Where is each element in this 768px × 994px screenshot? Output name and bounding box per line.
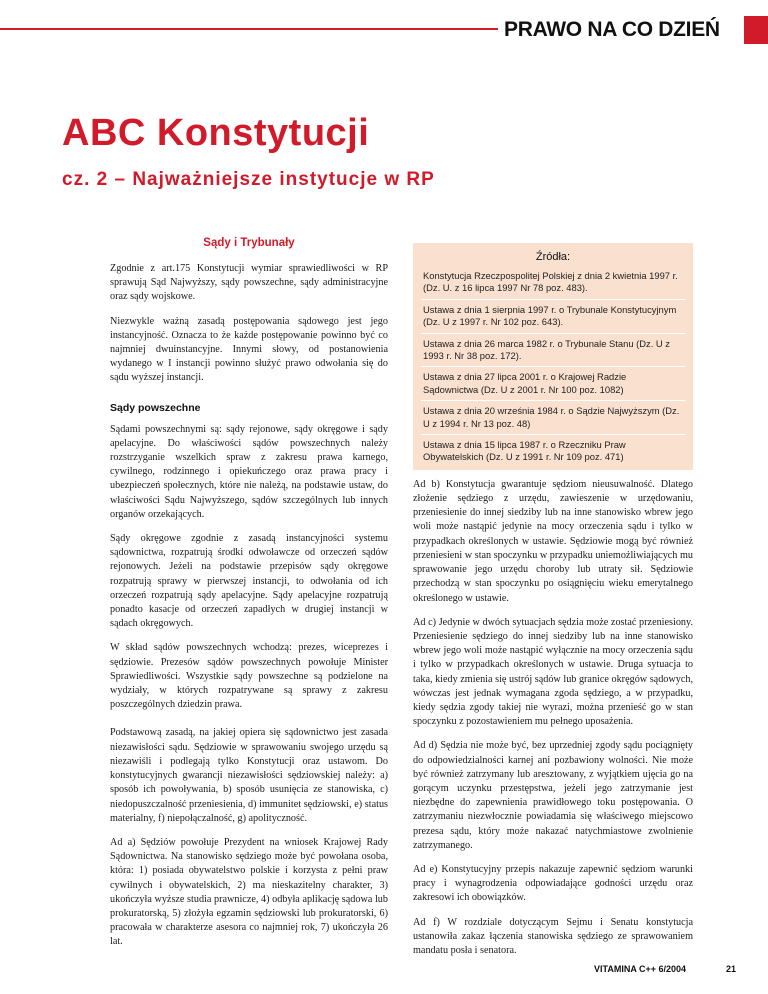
paragraph: Ad f) W rozdziale dotyczącym Sejmu i Senatu konstytucja ustanowiła zakaz łączenia stanowiska sędziego ze sprawowaniem mandatu posła i senatora. xyxy=(413,916,693,956)
paragraph: Sądami powszechnymi są: sądy rejonowe, sądy okręgowe i sądy apelacyjne. Do właściwości sądów powszechnych należy rozstrzyganie wszelkich spraw z zakresu prawa karnego, cywilnego, rodzinnego i opiekuńczego oraz prawa pracy i ubezpieczeń społecznych, które nie należą, na podstawie ustaw, do właściwości Sądu Najwyższego, sądów szczególnych lub innych organów orzekających. xyxy=(110,423,388,520)
page-header xyxy=(0,16,768,44)
header-section-title: PRAWO NA CO DZIEŃ xyxy=(504,18,720,41)
sources-box xyxy=(413,243,693,470)
paragraph: Ad b) Konstytucja gwarantuje sędziom nieusuwalność. Dlatego złożenie sędziego z urzędu, zawieszenie w urzędowaniu, przeniesienie do innej siedziby lub na inne stanowisko wbrew jego woli może nastąpić jedynie na mocy orzeczenia sądu i tylko w przypadkach określonych w ustawie. Sędziowie mogą być również przeniesieni w stan spoczynku w przypadku uniemożliwiających mu sprawowanie jego urzędu choroby lub utraty sił. Sędziowie przechodzą w stan spoczynku po osiągnięciu wieku emerytalnego określonego w ustawie. xyxy=(413,478,693,604)
paragraph: Niezwykle ważną zasadą postępowania sądowego jest jego instancyjność. Oznacza to że każde postępowanie powinno być co najmniej dwuinstancyjne. Innymi słowy, od postanowienia wydanego w I instancji powinno służyć prawo odwołania się do sądu wyższej instancji. xyxy=(110,315,388,384)
source-item: Ustawa z dnia 26 marca 1982 r. o Trybunale Stanu (Dz. U z 1993 r. Nr 38 poz. 172). xyxy=(421,338,685,368)
source-item: Konstytucja Rzeczpospolitej Polskiej z dnia 2 kwietnia 1997 r. (Dz. U. z 16 lipca 1997 Nr 78 poz. 483). xyxy=(421,270,685,300)
paragraph: Ad c) Jedynie w dwóch sytuacjach sędzia może zostać przeniesiony. Przeniesienie sędziego do innej siedziby lub na inne stanowisko wbrew jego woli może nastąpić wyłącznie na mocy orzeczenia sądu i tylko w przypadkach określonych w ustawie. Druga sytuacja to taka, kiedy zmienia się ustrój sądów lub granice okręgów sądowych, wówczas jest jednak wymagana zgoda sędziego, a w przypadku, kiedy sędzia zgody takiej nie wyrazi, można przenieść go w stan spoczynku z pozostawieniem mu pełnego uposażenia. xyxy=(413,616,693,728)
source-item: Ustawa z dnia 15 lipca 1987 r. o Rzeczniku Praw Obywatelskich (Dz. U z 1991 r. Nr 109 poz. 471) xyxy=(423,439,626,463)
page-footer xyxy=(0,962,768,978)
paragraph: W skład sądów powszechnych wchodzą: prezes, wiceprezes i sędziowie. Prezesów sądów powszechnych powołuje Minister Sprawiedliwości. Wszystkie sądy powszechne są podzielone na wydziały, w których rozpatrywane są sprawy z zakresu poszczególnych dziedzin prawa. xyxy=(110,642,388,711)
article-title: ABC Konstytucji xyxy=(62,112,370,154)
subheading: Sądy powszechne xyxy=(110,401,201,414)
paragraph: Ad d) Sędzia nie może być, bez uprzedniej zgody sądu pociągnięty do odpowiedzialności karnej ani pozbawiony wolności. Nie może być również zatrzymany lub aresztowany, z wyjątkiem ujęcia go na gorącym uczynku przestępstwa, jeżeli jego zatrzymanie jest niezbędne do zapewnienia prawidłowego toku postępowania. O zatrzymaniu niezwłocznie powiadamia się właściwego miejscowo prezesa sądu, który może nakazać natychmiastowe zwolnienie zatrzymanego. xyxy=(413,740,693,851)
paragraph: Podstawową zasadą, na jakiej opiera się sądownictwo jest zasada niezawisłości sądu. Sędziowie w sprawowaniu swojego urzędu są niezawiśli i podlegają tylko Konstytucji oraz ustawom. Do konstytucyjnych gwarancji niezawisłości sędziowskiej należy: a) sposób ich powoływania, b) sposób usunięcia ze stanowiska, c) niedopuszczalność przeniesienia, d) immunitet sędziowski, e) status materialny, f) niepołączalność, g) apolityczność. xyxy=(110,727,388,824)
source-item: Ustawa z dnia 27 lipca 2001 r. o Krajowej Radzie Sądownictwa (Dz. U z 2001 r. Nr 100 poz. 1082) xyxy=(421,371,685,401)
page-number: 21 xyxy=(726,964,737,974)
article-subtitle: cz. 2 – Najważniejsze instytucje w RP xyxy=(62,169,435,190)
paragraph: Ad e) Konstytucyjny przepis nakazuje zapewnić sędziom warunki pracy i wynagrodzenia odpowiadające godności urzędu oraz zakresowi ich obowiązków. xyxy=(413,863,693,904)
paragraph: Zgodnie z art.175 Konstytucji wymiar sprawiedliwości w RP sprawują Sąd Najwyższy, sądy powszechne, sądy administracyjne oraz sądy wojskowe. xyxy=(110,263,388,303)
right-column xyxy=(413,243,693,968)
paragraph: Sądy okręgowe zgodnie z zasadą instancyjności systemu sądownictwa, rozpatrują środki odwoławcze od orzeczeń sądów rejonowych. Jeżeli na podstawie przepisów sądy okręgowe rozpatrują sprawy w pierwszej instancji, to odwołania od ich orzeczeń rozpatrują sądy apelacyjne. Sądy apelacyjne rozpatrują ponadto kasacje od orzeczeń zapadłych w drugiej instancji w sądach okręgowych. xyxy=(110,533,388,630)
paragraph: Ad a) Sędziów powołuje Prezydent na wniosek Krajowej Rady Sądownictwa. Na stanowisko sędziego może być powołana osoba, która: 1) posiada obywatelstwo polskie i korzysta z pełni praw cywilnych i obywatelskich, 2) ma nieskazitelny charakter, 3) ukończyła wyższe studia prawnicze, 4) odbyła aplikację sądowa lub prokuratorską, 5) złożyła egzamin sędziowski lub prokuratorski, 6) pracowała w charakterze asesora co najmniej rok, 7) ukończyła 26 lat. xyxy=(110,836,388,948)
source-item: Ustawa z dnia 20 września 1984 r. o Sądzie Najwyższym (Dz. U z 1994 r. Nr 13 poz. 48) xyxy=(421,405,685,435)
magazine-issue: VITAMINA C++ 6/2004 xyxy=(594,964,687,974)
source-item: Ustawa z dnia 1 sierpnia 1997 r. o Trybunale Konstytucyjnym (Dz. U z 1997 r. Nr 102 poz. 643). xyxy=(421,304,685,334)
header-rule xyxy=(0,28,498,30)
sources-title: Źródła: xyxy=(535,251,571,263)
section-heading: Sądy i Trybunały xyxy=(203,237,295,249)
left-column xyxy=(110,236,388,960)
header-accent-block xyxy=(744,16,768,44)
